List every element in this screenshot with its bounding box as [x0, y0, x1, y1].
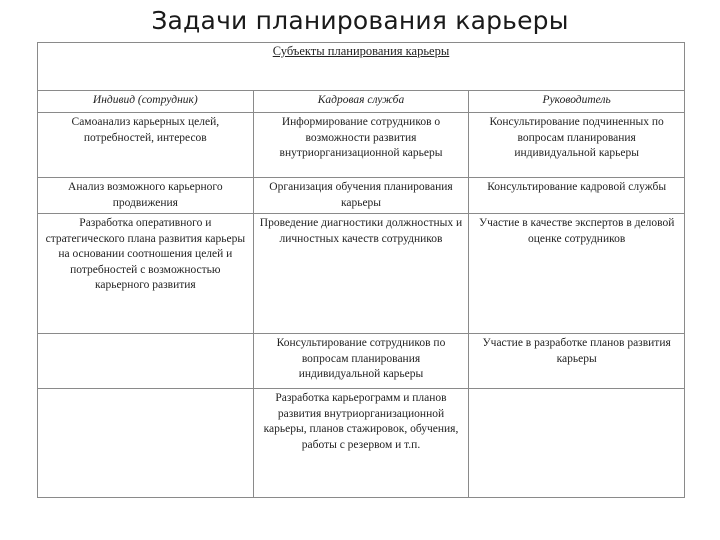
subjects-header-text: Субъекты планирования карьеры	[272, 44, 450, 58]
subjects-header	[38, 43, 685, 91]
table-cell: Анализ возможного карьерного продвижения	[38, 178, 254, 214]
table-row	[38, 214, 685, 334]
table-cell: Участие в разработке планов развития карьеры	[469, 334, 685, 389]
column-header-individual: Индивид (сотрудник)	[38, 91, 254, 113]
career-planning-table	[37, 42, 685, 498]
table-cell: Участие в качестве экспертов в деловой оценке сотрудников	[469, 214, 685, 334]
table-row	[38, 389, 685, 498]
table-cell	[38, 389, 254, 498]
table-cell	[469, 389, 685, 498]
table-cell: Информирование сотрудников о возможности развития внутриорганизационной карьеры	[253, 113, 469, 178]
table-cell: Консультирование кадровой службы	[469, 178, 685, 214]
table-cell	[38, 334, 254, 389]
table-cell: Консультирование подчиненных по вопросам планирования индивидуальной карьеры	[469, 113, 685, 178]
table-cell: Разработка карьерограмм и планов развития внутриорганизационной карьеры, планов стажировок, обучения, работы с резервом и т.п.	[253, 389, 469, 498]
table-header-row	[38, 43, 685, 91]
table-cell: Самоанализ карьерных целей, потребностей, интересов	[38, 113, 254, 178]
table-cell: Консультирование сотрудников по вопросам планирования индивидуальной карьеры	[253, 334, 469, 389]
column-header-row	[38, 91, 685, 113]
column-header-hr-service: Кадровая служба	[253, 91, 469, 113]
table-cell: Проведение диагностики должностных и личностных качеств сотрудников	[253, 214, 469, 334]
table-cell: Организация обучения планирования карьеры	[253, 178, 469, 214]
table-row	[38, 113, 685, 178]
page-title: Задачи планирования карьеры	[151, 6, 569, 35]
table-row	[38, 178, 685, 214]
table-cell: Разработка оперативного и стратегического плана развития карьеры на основании соотношения целей и потребностей с возможностью карьерного развития	[38, 214, 254, 334]
table-row	[38, 334, 685, 389]
column-header-manager: Руководитель	[469, 91, 685, 113]
